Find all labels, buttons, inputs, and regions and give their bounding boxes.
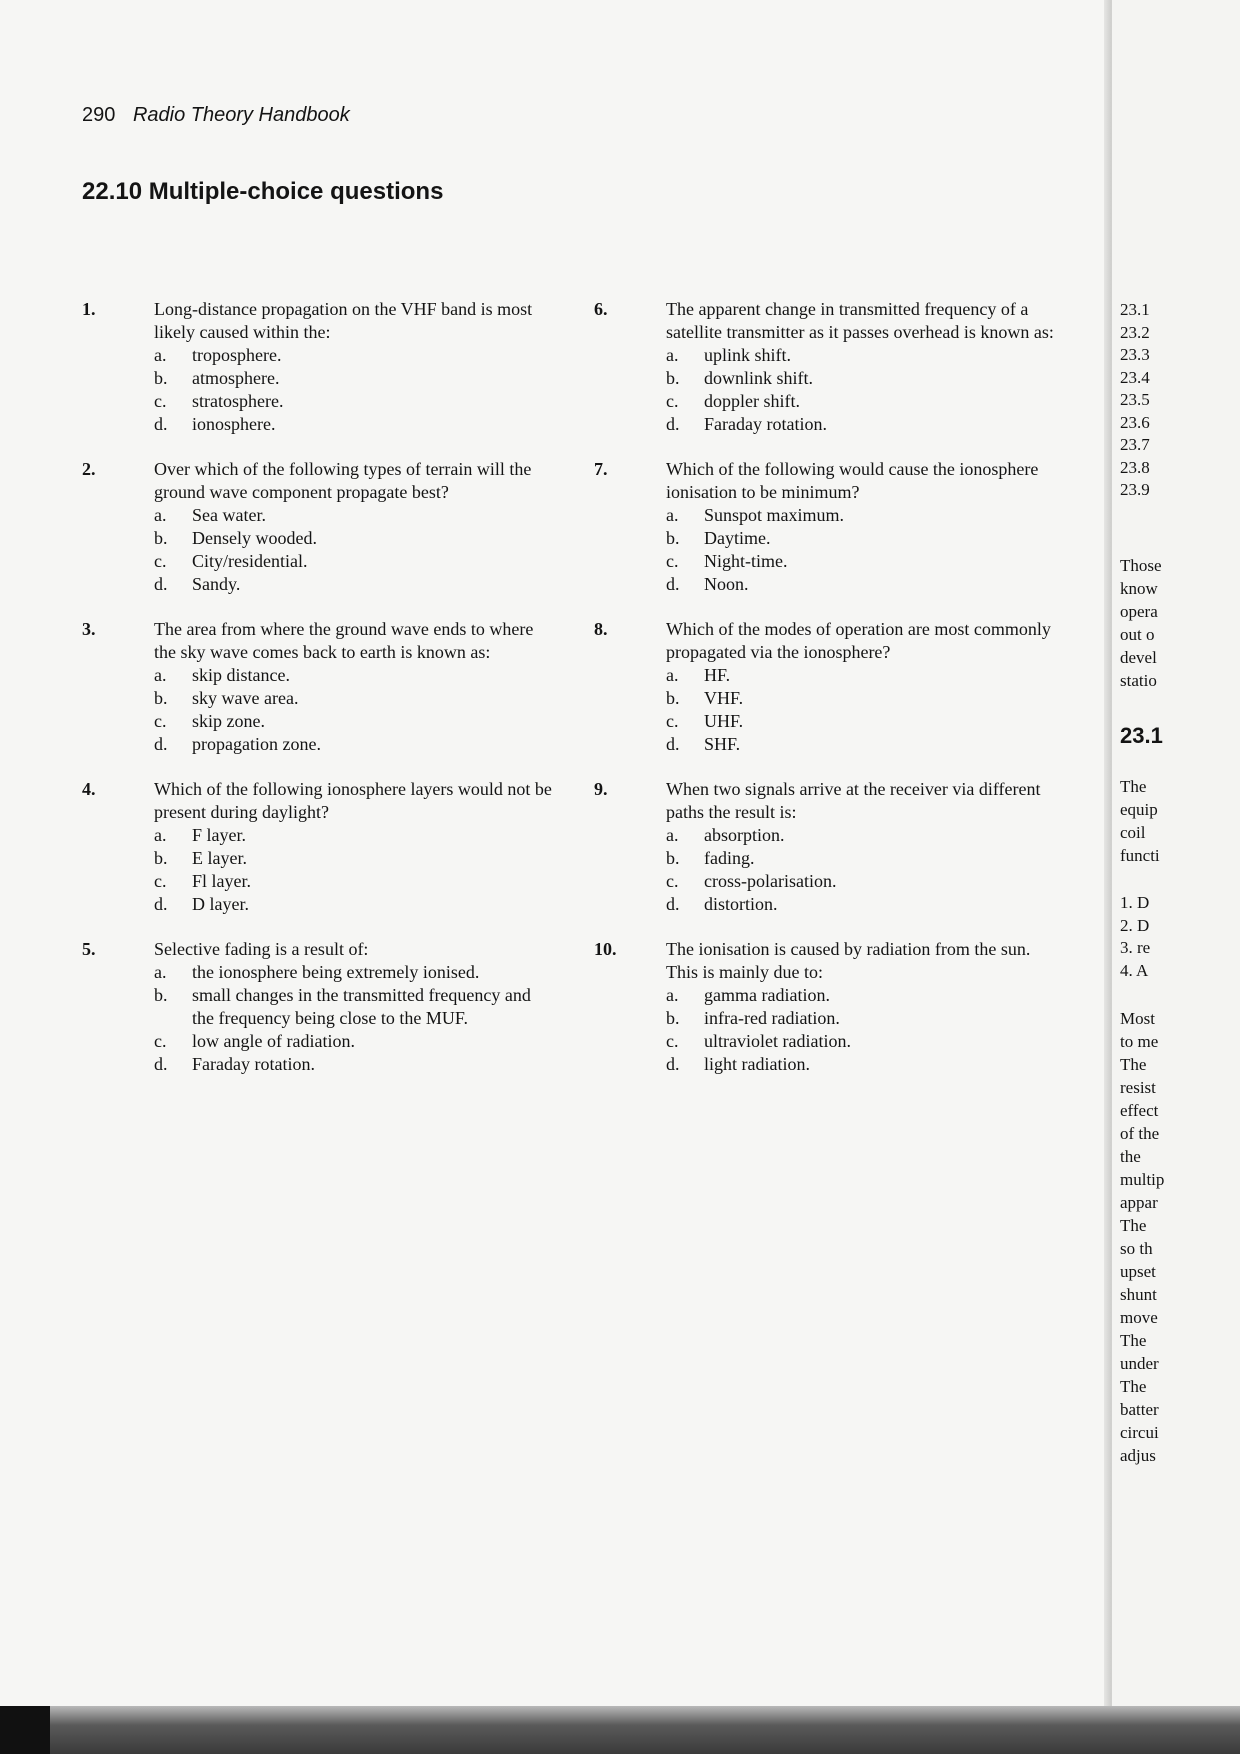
answer-option xyxy=(154,687,552,710)
option-text: absorption. xyxy=(704,825,785,845)
right-page-fragment: 2. D xyxy=(1120,915,1150,935)
answer-option xyxy=(666,344,1064,367)
right-page-fragment: The xyxy=(1120,1055,1147,1074)
answer-option xyxy=(154,573,552,596)
answer-option xyxy=(154,504,552,527)
answer-option xyxy=(666,664,1064,687)
question xyxy=(594,618,1064,756)
question xyxy=(594,938,1064,1076)
option-letter: d. xyxy=(666,1054,680,1074)
answer-option xyxy=(666,1053,1064,1076)
option-letter: a. xyxy=(154,825,167,845)
right-page-fragment: coil xyxy=(1120,823,1146,842)
answer-option xyxy=(154,344,552,367)
answer-option xyxy=(666,733,1064,756)
question-text: The apparent change in transmitted frequency of a satellite transmitter as it passes overhead is known as: xyxy=(666,299,1054,342)
right-page-fragment: upset xyxy=(1120,1262,1156,1281)
option-text: Faraday rotation. xyxy=(704,414,827,434)
question-number: 3. xyxy=(82,619,96,639)
right-page-fragment: effect xyxy=(1120,1101,1159,1120)
option-letter: b. xyxy=(666,1008,680,1028)
answer-option xyxy=(666,527,1064,550)
answer-option xyxy=(154,527,552,550)
book-title: Radio Theory Handbook xyxy=(132,104,350,126)
right-page-fragment: of the xyxy=(1120,1124,1160,1143)
right-page-fragment: shunt xyxy=(1120,1285,1157,1304)
option-letter: d. xyxy=(666,574,680,594)
option-text: small changes in the transmitted frequency and the frequency being close to the MUF. xyxy=(192,985,531,1028)
right-page-fragment: 1. D xyxy=(1120,893,1150,912)
option-letter: c. xyxy=(666,391,679,411)
answer-option xyxy=(666,1007,1064,1030)
option-letter: d. xyxy=(154,734,168,754)
answer-option xyxy=(154,413,552,436)
answer-option xyxy=(154,733,552,756)
option-letter: a. xyxy=(666,345,679,365)
option-letter: b. xyxy=(666,368,680,388)
right-page-fragment: equip xyxy=(1120,800,1158,819)
option-text: atmosphere. xyxy=(192,368,280,388)
option-letter: c. xyxy=(154,871,167,891)
question-text: Which of the following would cause the ionosphere ionisation to be minimum? xyxy=(666,459,1039,502)
option-letter: b. xyxy=(154,848,168,868)
right-page-fragment: the xyxy=(1120,1147,1141,1166)
questions-left-column xyxy=(82,298,552,1098)
option-letter: c. xyxy=(666,711,679,731)
right-page-fragment: to me xyxy=(1120,1032,1159,1051)
question xyxy=(82,938,552,1076)
option-letter: b. xyxy=(154,688,168,708)
answer-option xyxy=(154,847,552,870)
option-letter: c. xyxy=(666,871,679,891)
option-text: doppler shift. xyxy=(704,391,800,411)
answer-option xyxy=(666,984,1064,1007)
right-page-fragment: multip xyxy=(1120,1170,1165,1189)
right-page-heading: 23.1 xyxy=(1120,723,1163,748)
option-text: Noon. xyxy=(704,574,749,594)
option-letter: c. xyxy=(666,1031,679,1051)
right-page-fragment: Most xyxy=(1120,1009,1155,1028)
option-text: Daytime. xyxy=(704,528,771,548)
option-letter: b. xyxy=(154,528,168,548)
option-text: Night-time. xyxy=(704,551,788,571)
answer-option xyxy=(666,367,1064,390)
option-text: Densely wooded. xyxy=(192,528,317,548)
option-text: SHF. xyxy=(704,734,741,754)
option-text: City/residential. xyxy=(192,551,308,571)
right-page-fragment: 23.5 xyxy=(1120,390,1150,409)
right-page-fragment: 23.3 xyxy=(1120,345,1150,364)
option-text: skip distance. xyxy=(192,665,290,685)
question-text: Which of the modes of operation are most commonly propagated via the ionosphere? xyxy=(666,619,1051,662)
option-text: F layer. xyxy=(192,825,246,845)
option-letter: a. xyxy=(154,505,167,525)
option-letter: c. xyxy=(154,391,167,411)
option-text: sky wave area. xyxy=(192,688,299,708)
option-text: Sandy. xyxy=(192,574,241,594)
answer-option xyxy=(666,504,1064,527)
option-letter: d. xyxy=(666,734,680,754)
option-text: ionosphere. xyxy=(192,414,276,434)
right-page-fragment: The xyxy=(1120,1216,1147,1235)
answer-option xyxy=(154,710,552,733)
answer-option xyxy=(666,824,1064,847)
option-text: E layer. xyxy=(192,848,247,868)
option-text: HF. xyxy=(704,665,731,685)
right-page-fragment: devel xyxy=(1120,648,1157,667)
option-text: Fl layer. xyxy=(192,871,251,891)
option-text: infra-red radiation. xyxy=(704,1008,840,1028)
option-text: Sunspot maximum. xyxy=(704,505,845,525)
question-number: 10. xyxy=(594,939,617,959)
option-letter: b. xyxy=(154,985,168,1005)
right-page-fragment: so th xyxy=(1120,1239,1153,1258)
option-text: downlink shift. xyxy=(704,368,814,388)
option-letter: a. xyxy=(666,665,679,685)
option-text: uplink shift. xyxy=(704,345,792,365)
option-text: light radiation. xyxy=(704,1054,810,1074)
question-number: 2. xyxy=(82,459,96,479)
option-letter: c. xyxy=(666,551,679,571)
answer-option xyxy=(154,824,552,847)
question xyxy=(82,458,552,596)
option-text: VHF. xyxy=(704,688,744,708)
answer-option xyxy=(154,1053,552,1076)
question-text: Long-distance propagation on the VHF band is most likely caused within the: xyxy=(154,299,533,342)
option-text: the ionosphere being extremely ionised. xyxy=(192,962,480,982)
answer-option xyxy=(154,390,552,413)
right-page-fragment: 23.1 xyxy=(1120,300,1150,319)
answer-option xyxy=(666,1030,1064,1053)
right-page-fragment: 3. re xyxy=(1120,938,1151,957)
answer-option xyxy=(666,687,1064,710)
question xyxy=(594,298,1064,436)
question-number: 6. xyxy=(594,299,608,319)
option-text: stratosphere. xyxy=(192,391,284,411)
right-page-fragment: Those xyxy=(1120,556,1162,575)
right-page-fragment: 4. A xyxy=(1120,960,1149,980)
right-page-fragment: 23.7 xyxy=(1120,435,1150,454)
option-letter: d. xyxy=(154,574,168,594)
option-letter: d. xyxy=(154,414,168,434)
section-title: 22.10 Multiple-choice questions xyxy=(82,178,444,205)
right-page-fragment: out o xyxy=(1120,625,1155,644)
option-text: UHF. xyxy=(704,711,744,731)
option-letter: b. xyxy=(666,848,680,868)
answer-option xyxy=(154,870,552,893)
option-text: distortion. xyxy=(704,894,778,914)
question xyxy=(82,618,552,756)
answer-option xyxy=(154,1030,552,1053)
answer-option xyxy=(154,893,552,916)
question-text: The area from where the ground wave ends to where the sky wave comes back to earth is known as: xyxy=(154,619,534,662)
question-number: 8. xyxy=(594,619,608,639)
question xyxy=(82,778,552,916)
option-letter: d. xyxy=(154,894,168,914)
option-letter: b. xyxy=(666,528,680,548)
option-letter: b. xyxy=(666,688,680,708)
right-page-fragment: 23.2 xyxy=(1120,322,1150,342)
answer-option xyxy=(666,573,1064,596)
answer-option xyxy=(666,847,1064,870)
question xyxy=(594,778,1064,916)
option-text: skip zone. xyxy=(192,711,265,731)
scan-bottom-shadow xyxy=(0,1706,1240,1754)
option-letter: a. xyxy=(666,505,679,525)
answer-option xyxy=(154,961,552,984)
question-text: When two signals arrive at the receiver via different paths the result is: xyxy=(666,779,1041,822)
question-number: 7. xyxy=(594,459,608,479)
answer-option xyxy=(666,413,1064,436)
answer-option xyxy=(666,390,1064,413)
answer-option xyxy=(666,893,1064,916)
question-number: 5. xyxy=(82,939,96,959)
right-page-fragment: 23.6 xyxy=(1120,412,1150,432)
right-page-fragment: 23.8 xyxy=(1120,457,1150,477)
right-page-fragment: The xyxy=(1120,777,1147,796)
question-text: The ionisation is caused by radiation from the sun. This is mainly due to: xyxy=(666,939,1031,982)
option-text: Faraday rotation. xyxy=(192,1054,315,1074)
option-text: gamma radiation. xyxy=(704,985,830,1005)
right-page-fragment: circui xyxy=(1120,1423,1159,1442)
right-page-fragment: know xyxy=(1120,579,1158,598)
option-letter: d. xyxy=(154,1054,168,1074)
option-letter: a. xyxy=(154,665,167,685)
option-text: Sea water. xyxy=(192,505,266,525)
answer-option xyxy=(666,870,1064,893)
option-letter: a. xyxy=(154,345,167,365)
answer-option xyxy=(666,550,1064,573)
question-text: Selective fading is a result of: xyxy=(154,939,369,959)
right-page-fragment: functi xyxy=(1120,846,1160,865)
option-text: propagation zone. xyxy=(192,734,321,754)
answer-option xyxy=(154,550,552,573)
option-letter: d. xyxy=(666,894,680,914)
option-letter: b. xyxy=(154,368,168,388)
option-letter: d. xyxy=(666,414,680,434)
running-header xyxy=(82,104,350,127)
right-page-fragment: batter xyxy=(1120,1400,1159,1419)
question-number: 4. xyxy=(82,779,96,799)
option-letter: a. xyxy=(154,962,167,982)
right-page-fragment: statio xyxy=(1120,671,1157,690)
question xyxy=(82,298,552,436)
option-text: ultraviolet radiation. xyxy=(704,1031,851,1051)
option-text: troposphere. xyxy=(192,345,282,365)
right-page-edge xyxy=(1112,0,1240,1754)
option-text: low angle of radiation. xyxy=(192,1031,355,1051)
option-text: D layer. xyxy=(192,894,249,914)
question-number: 9. xyxy=(594,779,608,799)
option-letter: a. xyxy=(666,825,679,845)
right-page-fragment: move xyxy=(1120,1308,1158,1327)
right-page-fragment: The xyxy=(1120,1331,1147,1350)
right-page-fragment: opera xyxy=(1120,602,1158,621)
questions-right-column xyxy=(594,298,1064,1098)
right-page-fragment: adjus xyxy=(1120,1446,1156,1465)
question-number: 1. xyxy=(82,299,96,319)
option-text: fading. xyxy=(704,848,755,868)
option-letter: a. xyxy=(666,985,679,1005)
answer-option xyxy=(154,984,552,1030)
page-number: 290 xyxy=(82,104,116,126)
right-page-fragment: resist xyxy=(1120,1078,1156,1097)
question-text: Over which of the following types of terrain will the ground wave component propagate best? xyxy=(154,459,532,502)
right-page-fragment: appar xyxy=(1120,1193,1158,1212)
answer-option xyxy=(154,367,552,390)
question-text: Which of the following ionosphere layers would not be present during daylight? xyxy=(154,779,552,822)
question xyxy=(594,458,1064,596)
option-letter: c. xyxy=(154,551,167,571)
right-page-fragment: under xyxy=(1120,1354,1159,1373)
answer-option xyxy=(666,710,1064,733)
option-text: cross-polarisation. xyxy=(704,871,837,891)
option-letter: c. xyxy=(154,1031,167,1051)
option-letter: c. xyxy=(154,711,167,731)
right-page-fragment: 23.4 xyxy=(1120,367,1150,387)
answer-option xyxy=(154,664,552,687)
right-page-fragment: 23.9 xyxy=(1120,480,1150,499)
right-page-fragment: The xyxy=(1120,1377,1147,1396)
